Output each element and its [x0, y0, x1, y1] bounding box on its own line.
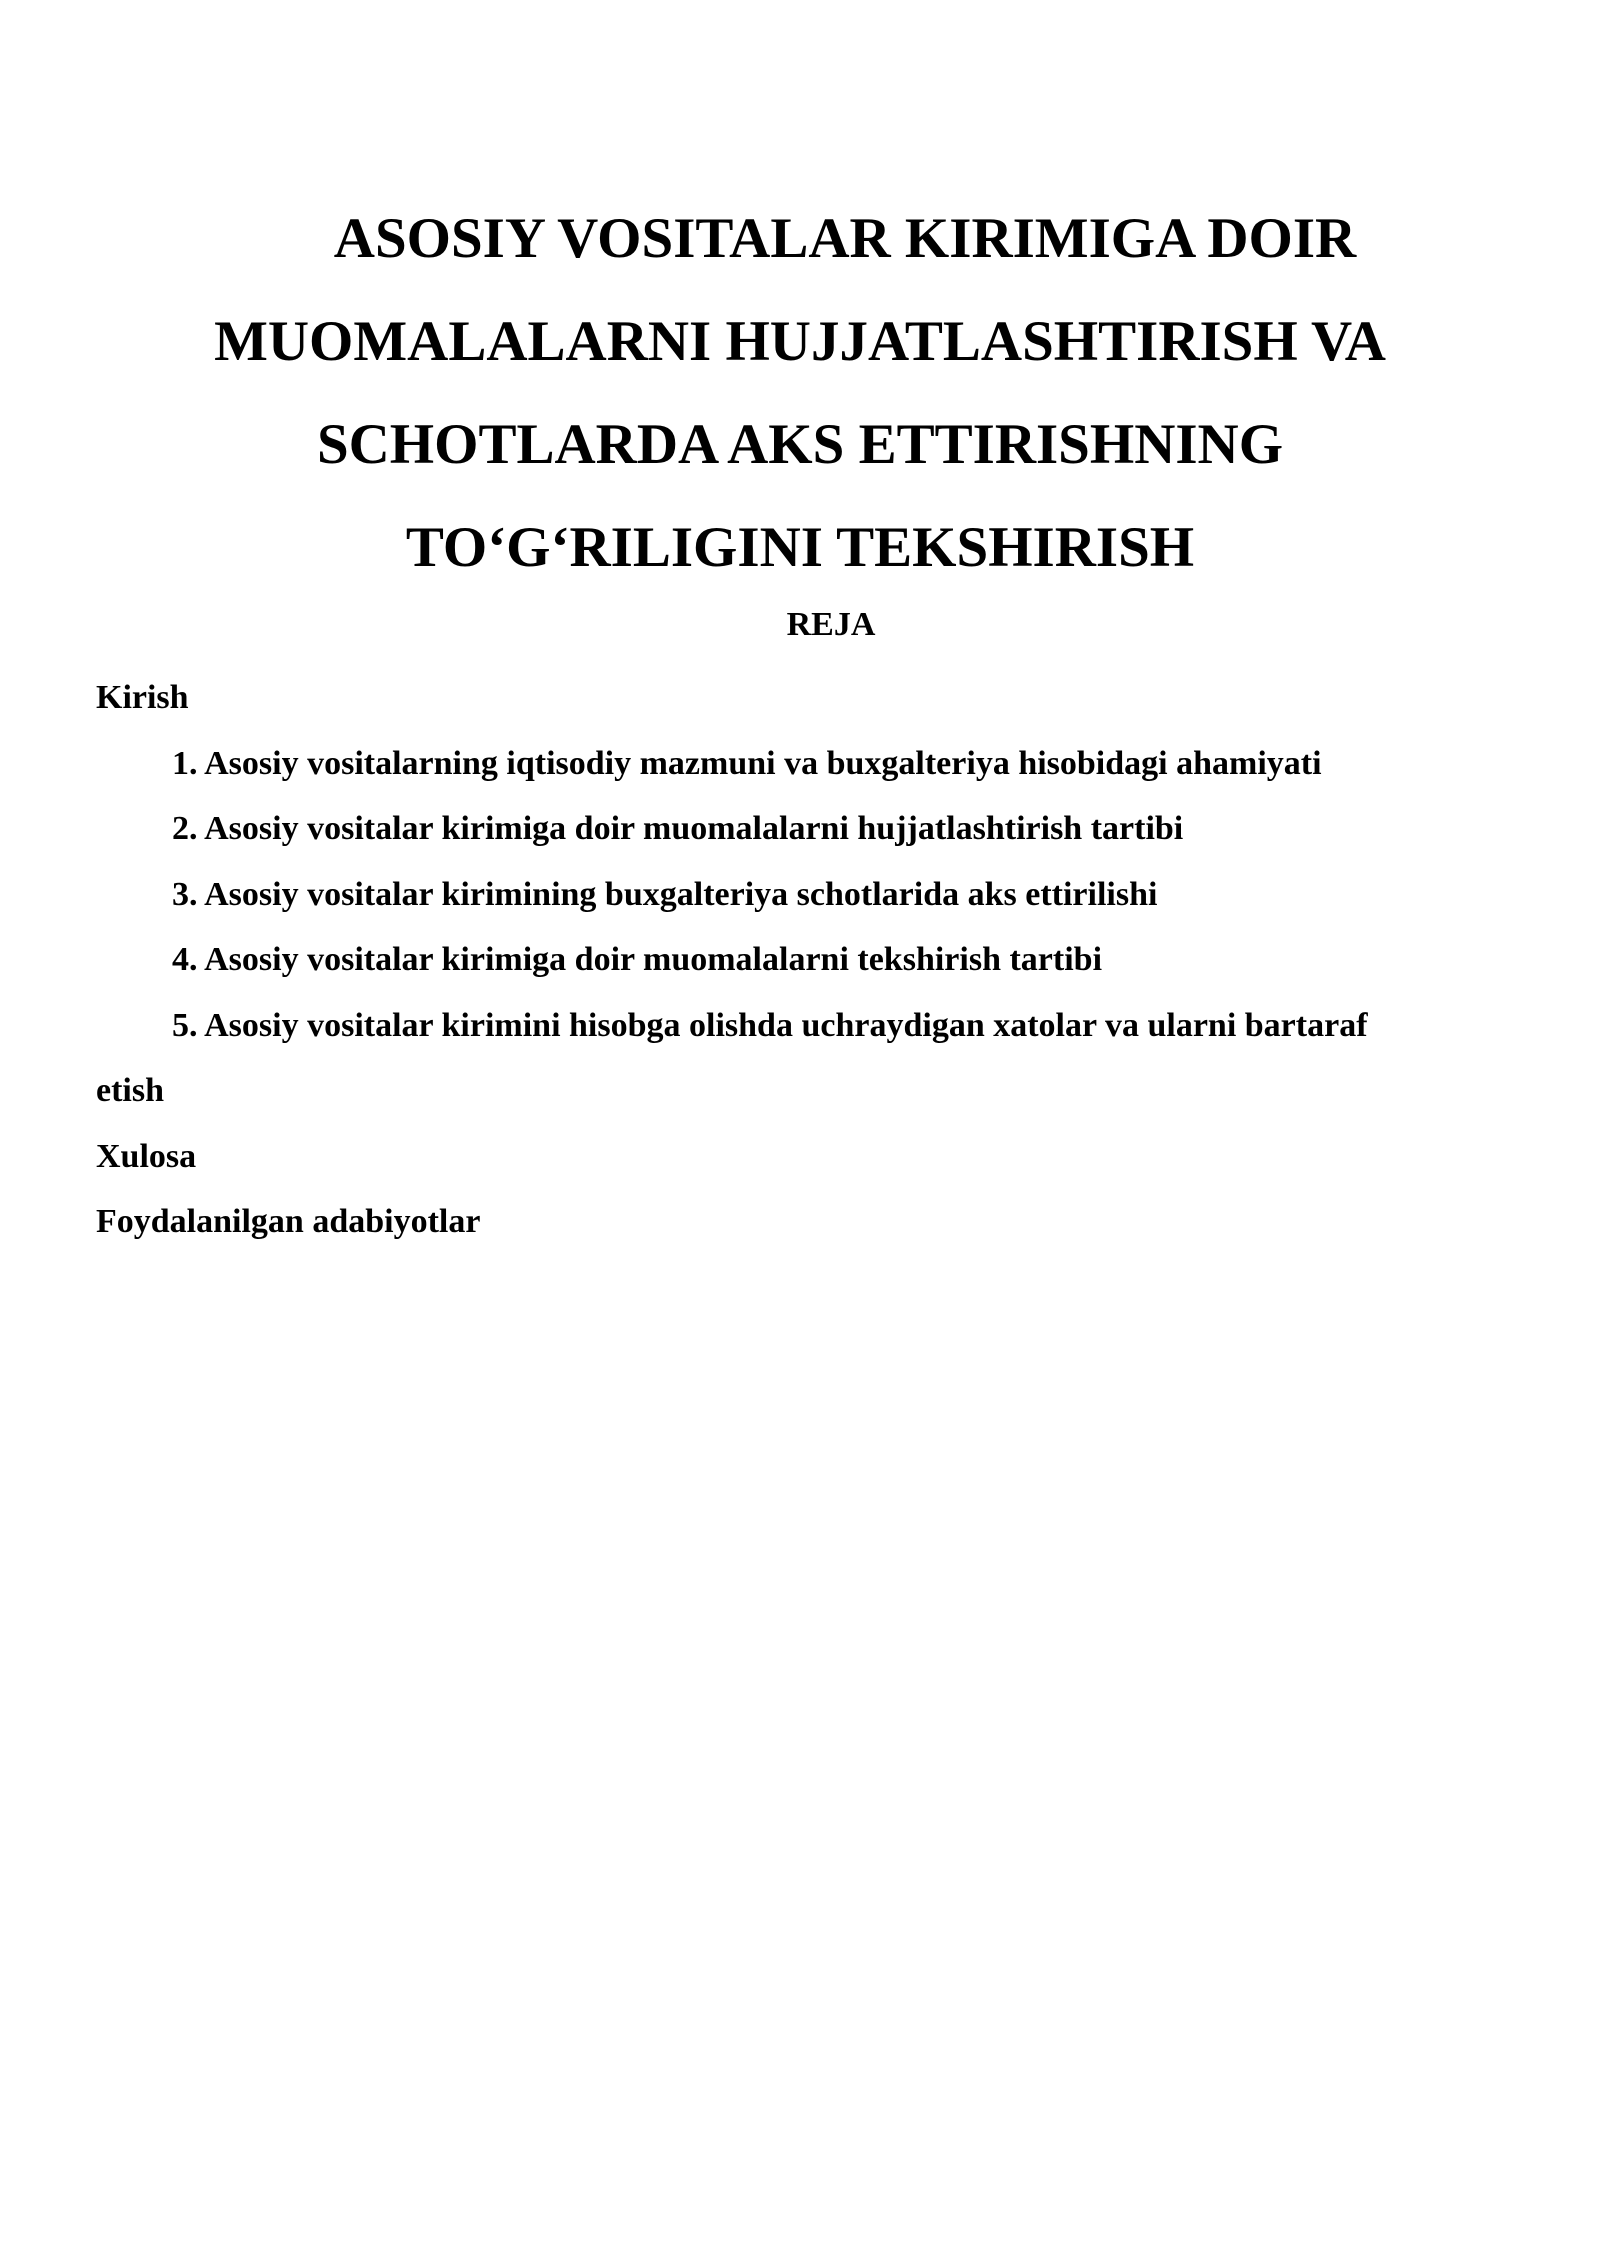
title-line-2: MUOMALALARNI HUJJATLASHTIRISH VA — [214, 310, 1386, 373]
plan-references: Foydalanilgan adabiyotlar — [96, 1203, 481, 1240]
document-title — [160, 187, 1440, 599]
plan-item-1: 1. Asosiy vositalarning iqtisodiy mazmuni va buxgalteriya hisobidagi ahamiyati — [172, 744, 1322, 782]
title-line-3: SCHOTLARDA AKS ETTIRISHNING — [316, 413, 1284, 476]
plan-intro: Kirish — [96, 679, 189, 716]
title-line-1: ASOSIY VOSITALAR KIRIMIGA DOIR — [333, 207, 1357, 270]
title-line-4: TO‘G‘RILIGINI TEKSHIRISH — [405, 516, 1195, 579]
plan-list — [96, 665, 1506, 1255]
plan-item-5-continuation: etish — [96, 1072, 164, 1109]
plan-item-4: 4. Asosiy vositalar kirimiga doir muomalalarni tekshirish tartibi — [172, 941, 1103, 978]
plan-heading: REJA — [786, 606, 876, 643]
plan-conclusion: Xulosa — [96, 1137, 197, 1175]
plan-item-2: 2. Asosiy vositalar kirimiga doir muomalalarni hujjatlashtirish tartibi — [172, 810, 1184, 847]
plan-item-3: 3. Asosiy vositalar kirimining buxgalteriya schotlarida aks ettirilishi — [172, 875, 1158, 913]
plan-item-5: 5. Asosiy vositalar kirimini hisobga olishda uchraydigan xatolar va ularni bartaraf — [172, 1006, 1368, 1044]
